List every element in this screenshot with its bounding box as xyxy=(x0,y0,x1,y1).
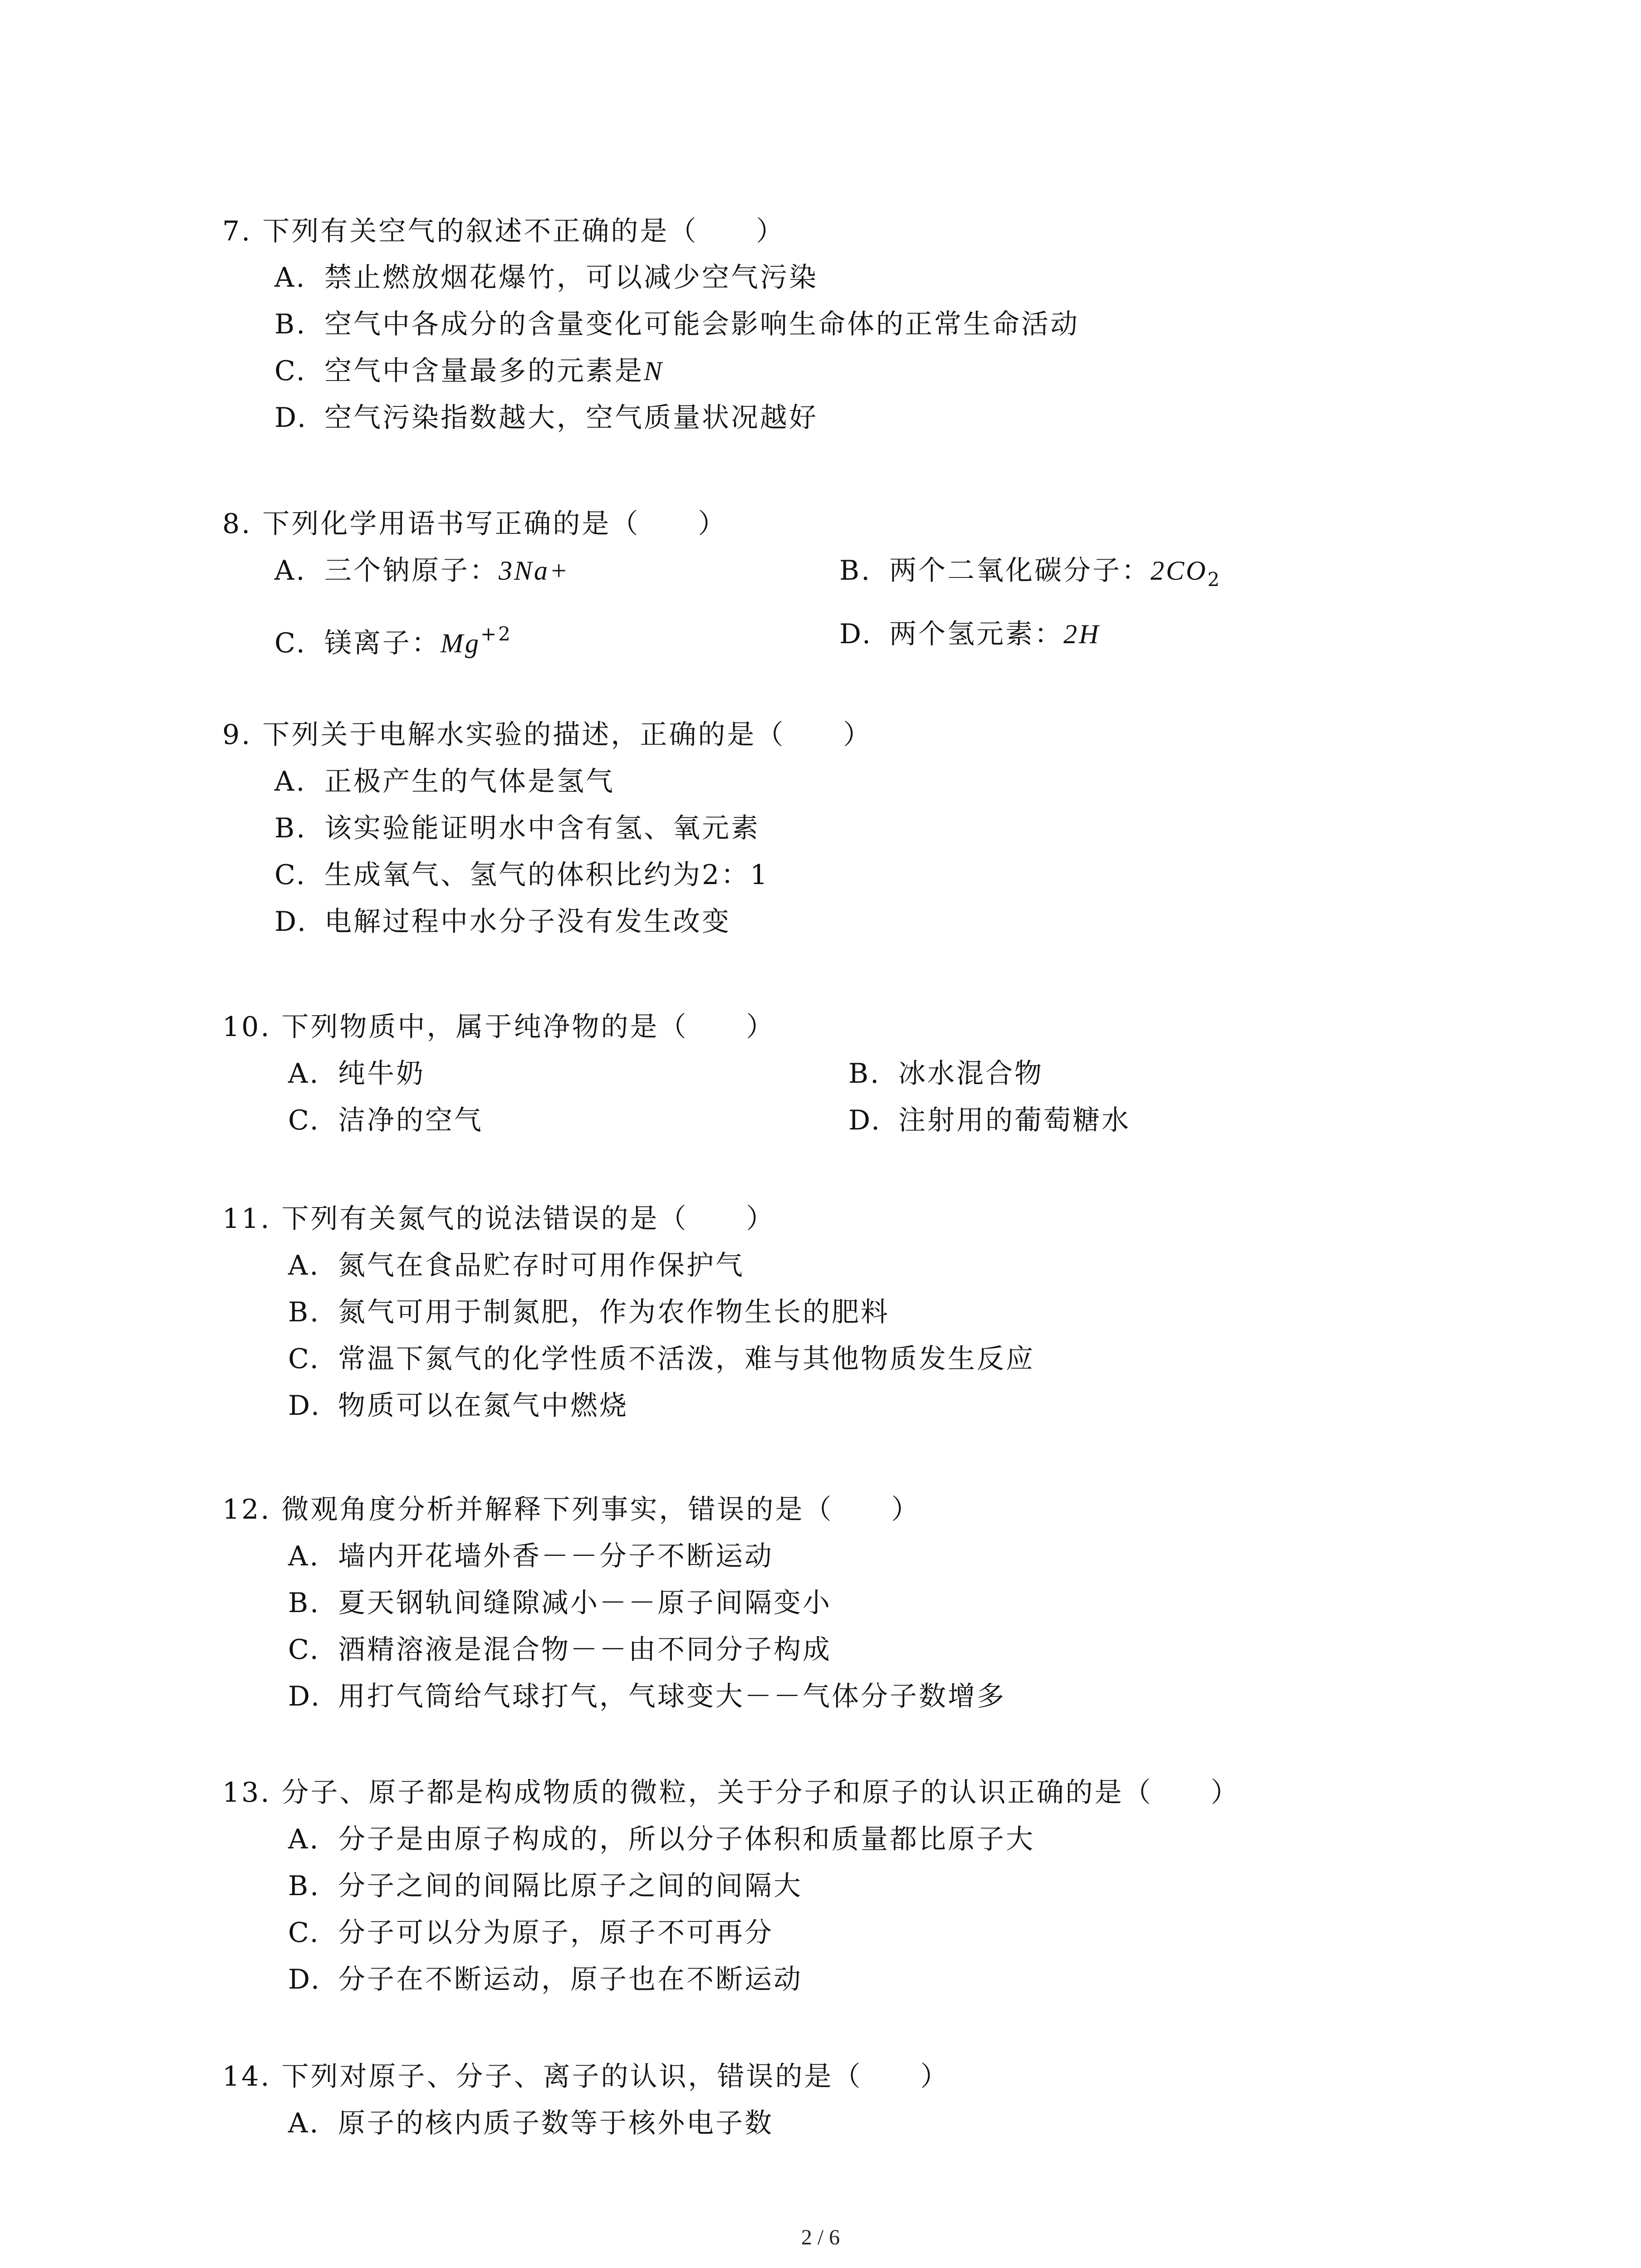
option-text: 空气中各成分的含量变化可能会影响生命体的正常生命活动 xyxy=(324,308,1079,340)
option-text: 物质可以在氮气中燃烧 xyxy=(338,1390,628,1422)
option-11a xyxy=(288,1247,745,1284)
question-13-stem xyxy=(222,1774,1240,1811)
option-text: 氮气可用于制氮肥，作为农作物生长的肥料 xyxy=(338,1296,890,1328)
option-12d xyxy=(288,1678,1006,1715)
question-text: 下列有关氮气的说法错误的是（ ） xyxy=(281,1203,775,1235)
option-text: 电解过程中水分子没有发生改变 xyxy=(324,906,731,938)
option-text: 氮气在食品贮存时可用作保护气 xyxy=(338,1250,745,1281)
option-letter: C. xyxy=(288,1343,320,1375)
option-text: 生成氧气、氢气的体积比约为2：1 xyxy=(324,859,769,891)
option-text: 正极产生的气体是氢气 xyxy=(324,766,615,797)
option-text: 分子可以分为原子，原子不可再分 xyxy=(338,1917,774,1949)
option-text: 分子是由原子构成的，所以分子体积和质量都比原子大 xyxy=(338,1823,1035,1855)
option-letter: B. xyxy=(288,1296,321,1328)
option-letter: D. xyxy=(274,906,308,938)
option-letter: A. xyxy=(288,1540,320,1572)
option-text: 冰水混合物 xyxy=(898,1058,1043,1090)
option-letter: D. xyxy=(848,1105,882,1136)
option-letter: B. xyxy=(839,555,872,587)
option-11d xyxy=(288,1388,628,1424)
option-letter: C. xyxy=(288,1105,320,1136)
question-number: 9. xyxy=(222,719,252,751)
question-text: 下列关于电解水实验的描述，正确的是（ ） xyxy=(262,719,872,751)
option-9a xyxy=(274,763,615,800)
option-text: 禁止燃放烟花爆竹，可以减少空气污染 xyxy=(324,262,818,293)
option-letter: A. xyxy=(274,555,307,587)
formula-superscript: +2 xyxy=(480,623,512,645)
option-text: 空气污染指数越大，空气质量状况越好 xyxy=(324,402,818,434)
option-letter: B. xyxy=(274,308,307,340)
option-7b xyxy=(274,306,1079,342)
formula: N xyxy=(644,356,664,386)
option-text: 洁净的空气 xyxy=(338,1105,483,1136)
option-8c xyxy=(274,616,512,661)
formula-subscript: 2 xyxy=(1207,568,1222,591)
question-number: 11. xyxy=(222,1203,271,1235)
option-10a xyxy=(288,1056,425,1092)
option-letter: D. xyxy=(288,1964,322,1995)
option-text: 分子之间的间隔比原子之间的间隔大 xyxy=(338,1870,803,1902)
question-number: 10. xyxy=(222,1011,271,1043)
question-number: 8. xyxy=(222,508,252,540)
option-12a xyxy=(288,1538,774,1574)
option-text: 墙内开花墙外香－－分子不断运动 xyxy=(338,1540,774,1572)
option-10d xyxy=(848,1102,1131,1139)
option-letter: C. xyxy=(288,1917,320,1949)
option-10c xyxy=(288,1102,483,1139)
option-text: 用打气筒给气球打气，气球变大－－气体分子数增多 xyxy=(338,1681,1006,1712)
option-letter: D. xyxy=(839,618,873,650)
option-text: 常温下氮气的化学性质不活泼，难与其他物质发生反应 xyxy=(338,1343,1035,1375)
option-11c xyxy=(288,1341,1035,1377)
option-letter: B. xyxy=(848,1058,881,1090)
option-13b xyxy=(288,1868,803,1904)
option-letter: B. xyxy=(288,1870,321,1902)
option-text: 纯牛奶 xyxy=(338,1058,425,1090)
option-letter: D. xyxy=(288,1390,322,1422)
option-letter: A. xyxy=(274,766,307,797)
question-8-stem xyxy=(222,506,727,542)
option-7c xyxy=(274,353,664,389)
question-7-stem xyxy=(222,213,785,249)
option-13d xyxy=(288,1961,803,1998)
option-letter: D. xyxy=(288,1681,322,1712)
question-text: 下列有关空气的叙述不正确的是（ ） xyxy=(262,215,785,247)
option-text: 酒精溶液是混合物－－由不同分子构成 xyxy=(338,1634,832,1666)
option-letter: A. xyxy=(288,1250,320,1281)
option-text: 注射用的葡萄糖水 xyxy=(898,1105,1131,1136)
question-11-stem xyxy=(222,1201,775,1237)
option-text: 镁离子： xyxy=(324,627,441,659)
question-9-stem xyxy=(222,717,872,753)
question-12-stem xyxy=(222,1491,921,1528)
option-14a xyxy=(288,2105,774,2141)
question-14-stem xyxy=(222,2058,950,2095)
option-text: 两个氢元素： xyxy=(889,618,1063,650)
question-text: 下列对原子、分子、离子的认识，错误的是（ ） xyxy=(281,2061,950,2092)
option-7a xyxy=(274,259,818,296)
option-11b xyxy=(288,1294,890,1330)
formula: 2CO xyxy=(1151,556,1208,586)
question-text: 下列化学用语书写正确的是（ ） xyxy=(262,508,727,540)
option-letter: D. xyxy=(274,402,308,434)
option-letter: A. xyxy=(288,1823,320,1855)
question-number: 12. xyxy=(222,1494,271,1525)
option-10b xyxy=(848,1056,1043,1092)
option-letter: A. xyxy=(288,1058,320,1090)
option-letter: A. xyxy=(288,2107,320,2139)
formula: 3Na+ xyxy=(499,556,570,586)
option-letter: C. xyxy=(274,859,307,891)
option-letter: B. xyxy=(288,1587,321,1619)
formula: Mg xyxy=(441,628,480,658)
question-text: 下列物质中，属于纯净物的是（ ） xyxy=(281,1011,775,1043)
question-number: 7. xyxy=(222,215,252,247)
formula: 2H xyxy=(1063,619,1101,649)
question-number: 14. xyxy=(222,2061,271,2092)
question-text: 微观角度分析并解释下列事实，错误的是（ ） xyxy=(281,1494,921,1525)
option-text: 空气中含量最多的元素是 xyxy=(324,355,644,387)
option-7d xyxy=(274,400,818,436)
option-text: 原子的核内质子数等于核外电子数 xyxy=(338,2107,774,2139)
option-12b xyxy=(288,1585,832,1621)
option-text: 三个钠原子： xyxy=(324,555,499,587)
question-text: 分子、原子都是构成物质的微粒，关于分子和原子的认识正确的是（ ） xyxy=(281,1777,1240,1809)
option-letter: B. xyxy=(274,812,307,844)
option-8b xyxy=(839,552,1221,598)
option-letter: C. xyxy=(274,355,307,387)
option-text: 两个二氧化碳分子： xyxy=(889,555,1151,587)
option-9c xyxy=(274,857,769,893)
option-13a xyxy=(288,1821,1035,1857)
option-12c xyxy=(288,1632,832,1668)
option-9d xyxy=(274,904,731,940)
option-text: 该实验能证明水中含有氢、氧元素 xyxy=(324,812,760,844)
option-8a xyxy=(274,552,570,589)
question-number: 13. xyxy=(222,1777,271,1809)
option-13c xyxy=(288,1915,774,1951)
question-10-stem xyxy=(222,1009,775,1045)
option-8d xyxy=(839,616,1100,652)
option-letter: C. xyxy=(274,627,307,659)
option-letter: C. xyxy=(288,1634,320,1666)
page-number: 2 / 6 xyxy=(801,2225,840,2249)
option-9b xyxy=(274,810,760,846)
option-text: 夏天钢轨间缝隙减小－－原子间隔变小 xyxy=(338,1587,832,1619)
option-text: 分子在不断运动，原子也在不断运动 xyxy=(338,1964,803,1995)
option-letter: A. xyxy=(274,262,307,293)
